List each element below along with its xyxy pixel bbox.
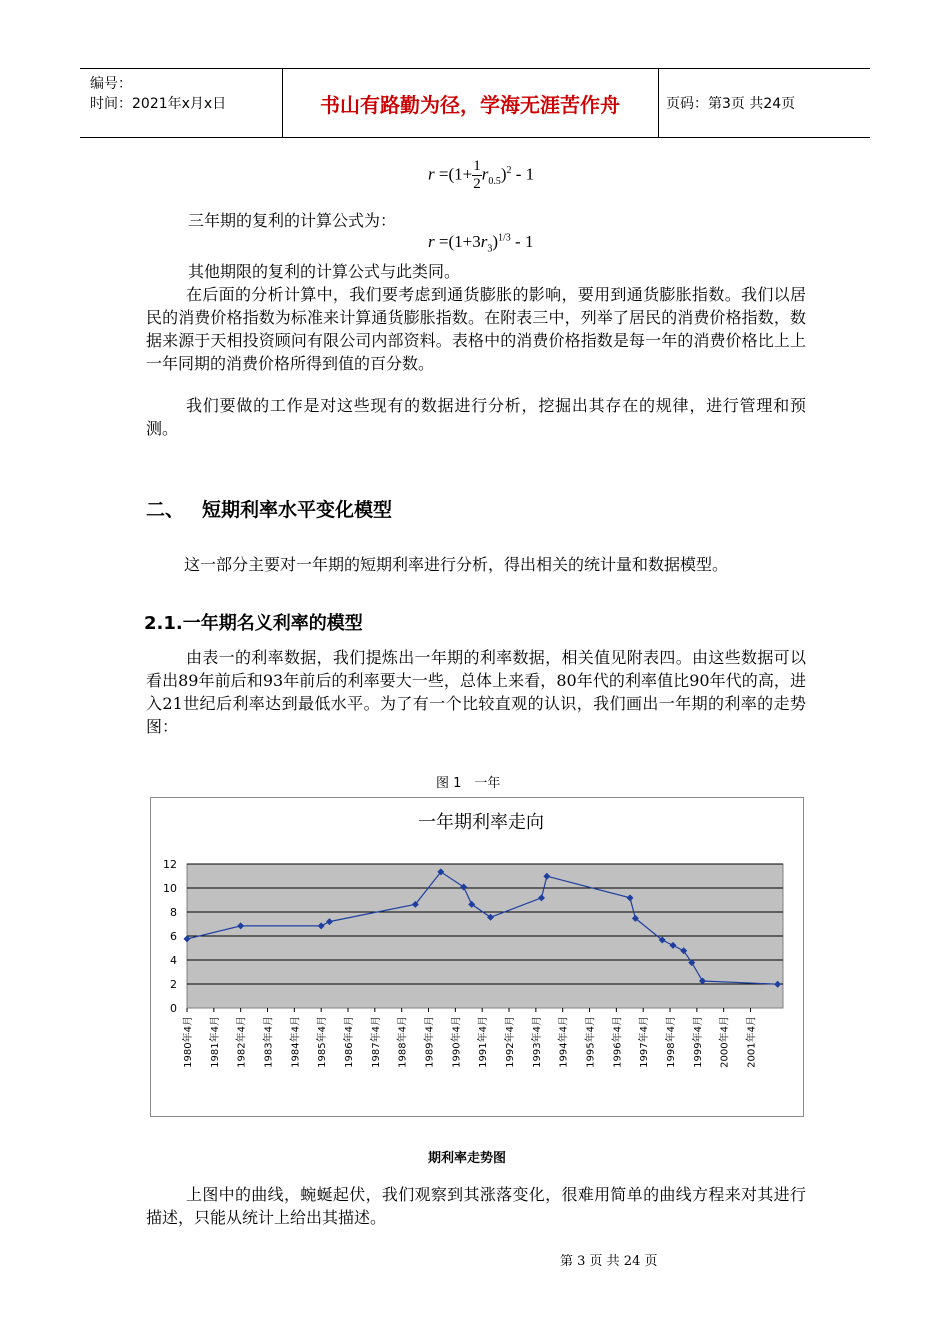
x-tick-label: 1990年4月 <box>451 1016 463 1068</box>
x-tick-label: 1988年4月 <box>397 1016 409 1068</box>
page-header <box>80 68 870 138</box>
header-meta <box>80 69 283 137</box>
paragraph-inflation: 在后面的分析计算中，我们要考虑到通货膨胀的影响，要用到通货膨胀指数。我们以居民的消费价格指数为标准来计算通货膨胀指数。在附表三中，列举了居民的消费价格指数，数据来源于天相投资顾问有限公司内部资料。表格中的消费价格指数是每一年的消费价格比上上一年同期的消费价格所得到值的百分数。 <box>146 285 806 373</box>
formula-part: - 1 <box>511 164 535 184</box>
x-tick-label: 1993年4月 <box>531 1016 543 1068</box>
formula-fraction <box>472 158 482 193</box>
section-number: 二、 <box>146 499 185 521</box>
formula-part: ) <box>500 164 507 184</box>
formula-superscript: 2 <box>506 164 512 176</box>
fraction-numerator: 1 <box>473 158 481 174</box>
paragraph-section-intro: 这一部分主要对一年期的短期利率进行分析，得出相关的统计量和数据模型。 <box>184 555 729 574</box>
x-tick-label: 1989年4月 <box>424 1016 436 1068</box>
x-tick-label: 1994年4月 <box>558 1016 570 1068</box>
x-tick-label: 1987年4月 <box>370 1016 382 1068</box>
paragraph-data-overview: 由表一的利率数据，我们提炼出一年期的利率数据，相关值见附表四。由这些数据可以看出89年前后和93年前后的利率要大一些，总体上来看，80年代的利率值比90年代的高，进入21世纪后利率达到最低水平。为了有一个比较直观的认识，我们画出一年期的利率的走势图： <box>146 648 806 736</box>
y-tick-label: 8 <box>170 906 177 919</box>
paragraph-work: 我们要做的工作是对这些现有的数据进行分析，挖掘出其存在的规律，进行管理和预测。 <box>146 396 806 438</box>
formula-part: =(1+ <box>434 164 473 184</box>
formula-subscript: 0.5 <box>488 175 501 187</box>
formula-var: r <box>428 164 435 184</box>
text-line-other-periods: 其他期限的复利的计算公式与此类同。 <box>188 262 461 281</box>
page-footer: 第 3 页 共 24 页 <box>560 1254 658 1269</box>
chart-title: 一年期利率走向 <box>418 812 544 833</box>
formula-half-year <box>428 158 534 193</box>
x-tick-label: 1983年4月 <box>263 1016 275 1068</box>
formula-var: r <box>428 232 435 251</box>
y-tick-label: 4 <box>170 954 177 967</box>
x-tick-label: 1981年4月 <box>209 1016 221 1068</box>
rate-trend-chart <box>151 798 802 1115</box>
x-tick-label: 2000年4月 <box>719 1016 731 1068</box>
text-line-three-year: 三年期的复利的计算公式为： <box>188 211 397 230</box>
x-tick-label: 1984年4月 <box>290 1016 302 1068</box>
x-tick-label: 1996年4月 <box>612 1016 624 1068</box>
figure-caption-bottom: 期利率走势图 <box>428 1151 507 1166</box>
paragraph-curve-description: 上图中的曲线，蜿蜒起伏，我们观察到其涨落变化，很难用简单的曲线方程来对其进行描述，只能从统计上给出其描述。 <box>146 1185 806 1227</box>
header-page-info: 页码：第3页 共24页 <box>666 96 796 112</box>
y-tick-label: 0 <box>170 1002 177 1015</box>
subsection-title: 2.1.一年期名义利率的模型 <box>144 613 363 634</box>
x-tick-label: 1992年4月 <box>505 1016 517 1068</box>
formula-three-year <box>428 232 533 254</box>
y-tick-label: 10 <box>163 882 177 895</box>
y-tick-label: 12 <box>163 858 177 871</box>
x-tick-label: 1982年4月 <box>236 1016 248 1068</box>
formula-superscript: 1/3 <box>498 232 511 244</box>
chart-frame <box>150 797 804 1117</box>
y-tick-label: 6 <box>170 930 177 943</box>
formula-part: =(1+3 <box>434 232 481 251</box>
x-tick-label: 2001年4月 <box>746 1016 758 1068</box>
header-time: 时间：2021年x月x日 <box>90 96 227 112</box>
section-title: 短期利率水平变化模型 <box>202 499 393 521</box>
header-number: 编号： <box>90 76 132 92</box>
x-tick-label: 1980年4月 <box>183 1016 194 1068</box>
x-tick-label: 1985年4月 <box>317 1016 329 1068</box>
header-motto: 书山有路勤为径，学海无涯苦作舟 <box>282 69 659 137</box>
x-tick-label: 1997年4月 <box>639 1016 651 1068</box>
fraction-denominator: 2 <box>473 176 481 192</box>
formula-part: - 1 <box>510 232 534 251</box>
x-tick-label: 1995年4月 <box>585 1016 597 1068</box>
x-tick-label: 1991年4月 <box>478 1016 490 1068</box>
figure-caption-top: 图 1 一年 <box>436 776 501 791</box>
formula-subscript: 3 <box>487 243 493 255</box>
formula-var: r <box>480 232 488 251</box>
formula-var: r <box>481 164 489 184</box>
formula-part: ) <box>492 232 499 251</box>
x-tick-label: 1986年4月 <box>344 1016 356 1068</box>
x-tick-label: 1998年4月 <box>666 1016 678 1068</box>
x-tick-label: 1999年4月 <box>692 1016 704 1068</box>
y-tick-label: 2 <box>170 978 177 991</box>
